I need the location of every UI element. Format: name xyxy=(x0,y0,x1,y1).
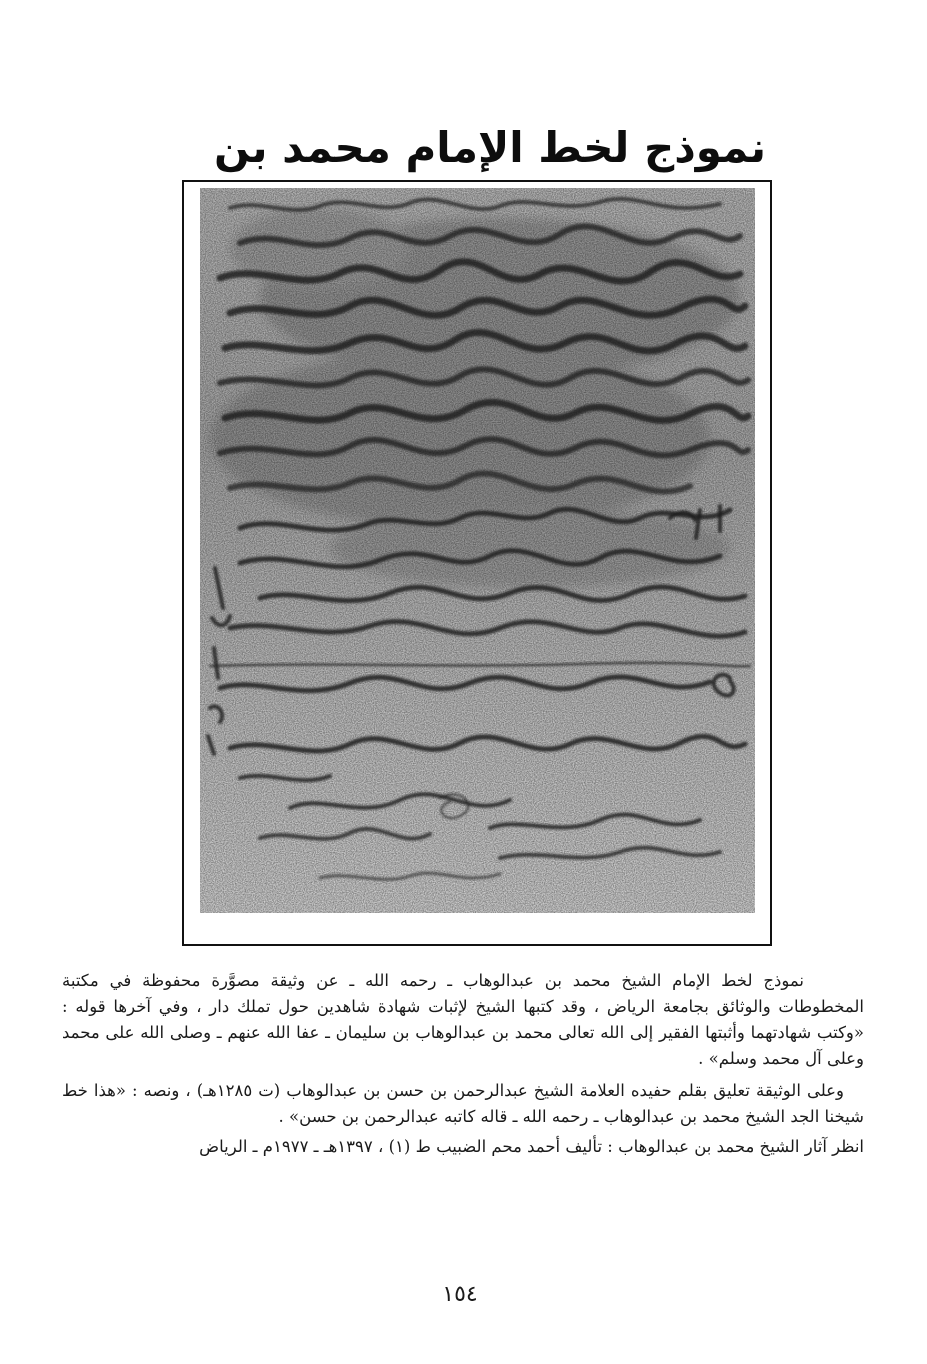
reference-note: انظر آثار الشيخ محمد بن عبدالوهاب : تأليف أحمد محم الضبيب ط (١) ، ١٣٩٧هـ ـ ١٩٧٧م ـ الرياض xyxy=(199,1137,864,1156)
caption-paragraph: نموذج لخط الإمام الشيخ محمد بن عبدالوهاب ـ رحمه الله ـ عن وثيقة مصوَّرة محفوظة في مكتبة المخطوطات والوثائق بجامعة الرياض ، وقد كتبها الشيخ لإثبات شهادة شاهدين حول تملك دار ، وفي آخرها قوله : «وكتب شهادتهما وأثبتها الفقير إلى الله تعالى محمد بن عبدالوهاب بن سليمان ـ عفا الله عنهم ـ وصلى الله على محمد وعلى آل محمد وسلم» . xyxy=(62,971,864,1068)
page-title: نموذج لخط الإمام محمد بن xyxy=(213,123,767,173)
page-number: ١٥٤ xyxy=(442,1282,478,1307)
caption xyxy=(62,968,864,1160)
manuscript-frame xyxy=(182,180,772,946)
caption-paragraph: وعلى الوثيقة تعليق بقلم حفيده العلامة الشيخ عبدالرحمن بن حسن بن عبدالوهاب (ت ١٢٨٥هـ) ، ونصه : «هذا خط شيخنا الجد الشيخ محمد بن عبدالوهاب ـ رحمه الله ـ قاله كاتبه عبدالرحمن بن حسن» . xyxy=(62,1081,864,1126)
manuscript-photo xyxy=(200,188,755,913)
